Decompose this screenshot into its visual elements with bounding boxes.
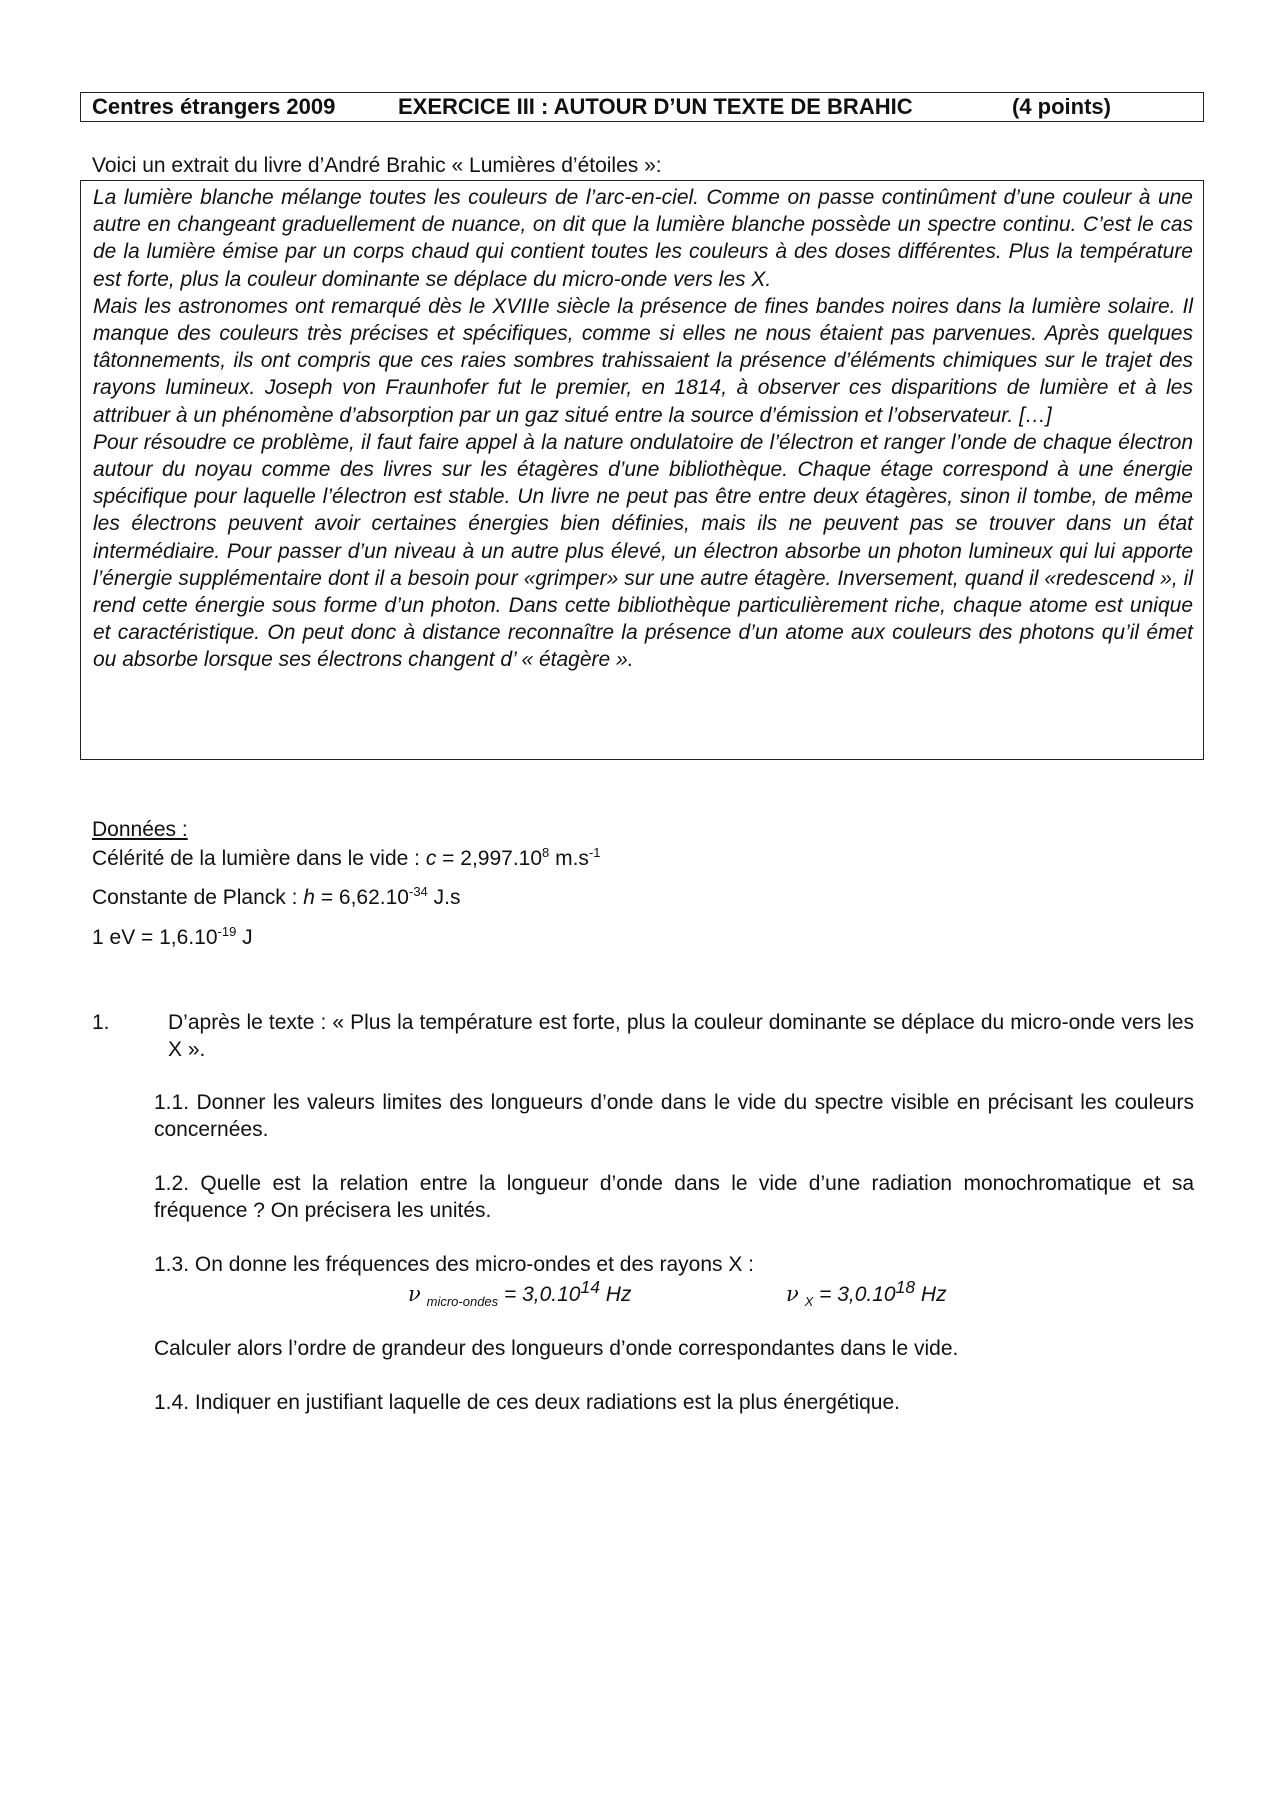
question-number: 1. <box>92 1011 110 1034</box>
question-1-2: 1.2. Quelle est la relation entre la longueur d’onde dans le vide d’une radiation monochromatique et sa fréquence ? On précisera les unités. <box>154 1172 1194 1222</box>
frequency-xrays: ν $_X = 3,0.10^{18}$ Hz <box>786 1277 947 1310</box>
header-session: Centres étrangers 2009 <box>92 94 336 119</box>
header-exercise-title: EXERCICE III : AUTOUR D’UN TEXTE DE BRAHIC <box>398 94 913 119</box>
data-electronvolt: 1 eV = $1,6.10^{-19}$ J <box>92 924 253 949</box>
question-1: D’après le texte : « Plus la température est forte, plus la couleur dominante se déplace du micro-onde vers les X ». <box>168 1011 1194 1061</box>
question-1-1: 1.1. Donner les valeurs limites des longueurs d’onde dans le vide du spectre visible en précisant les couleurs concernées. <box>154 1091 1194 1141</box>
exercise-header <box>80 92 1204 122</box>
data-section-title: Données : <box>92 818 188 841</box>
intro-text: Voici un extrait du livre d’André Brahic « Lumières d’étoiles »: <box>92 154 662 177</box>
header-points: (4 points) <box>1012 94 1111 119</box>
data-light-speed: Célérité de la lumière dans le vide : $c = 2,997.10^8$ $m.s^{-1}$ <box>92 845 601 870</box>
question-1-3-task: Calculer alors l’ordre de grandeur des longueurs d’onde correspondantes dans le vide. <box>154 1337 959 1360</box>
quote-paragraph: Mais les astronomes ont remarqué dès le XVIIIe siècle la présence de fines bandes noires dans la lumière solaire. Il manque des couleurs très précises et spécifiques, comme si elles ne nous étaient pas parvenues. Après quelques tâtonnements, ils ont compris que ces raies sombres trahissaient la présence d’éléments chimiques sur le trajet des rayons lumineux. Joseph von Fraunhofer fut le premier, en 1814, à observer ces disparitions de lumière et à les attribuer à un phénomène d’absorption par un gaz situé entre la source d’émission et l’observateur. […] <box>93 294 1193 427</box>
question-1-4: 1.4. Indiquer en justifiant laquelle de ces deux radiations est la plus énergétique. <box>154 1391 900 1414</box>
question-1-3: 1.3. On donne les fréquences des micro-ondes et des rayons X : <box>154 1253 755 1276</box>
data-planck-constant: Constante de Planck : $h = 6,62.10^{-34}$ J.s <box>92 884 461 909</box>
quote-paragraph: La lumière blanche mélange toutes les couleurs de l’arc-en-ciel. Comme on passe continûment d’une couleur à une autre en changeant graduellement de nuance, on dit que la lumière blanche possède un spectre continu. C’est le cas de la lumière émise par un corps chaud qui contient toutes les couleurs à des doses différentes. Plus la température est forte, plus la couleur dominante se déplace du micro-onde vers les X. <box>93 186 1193 291</box>
frequency-microwaves: ν $_{micro-ondes} = 3,0.10^{14}$ Hz <box>408 1277 632 1310</box>
quote-paragraph: Pour résoudre ce problème, il faut faire appel à la nature ondulatoire de l’électron et ranger l’onde de chaque électron autour du noyau comme des livres sur les étagères d’une bibliothèque. Chaque étage correspond à une énergie spécifique pour laquelle l’électron est stable. Un livre ne peut pas être entre deux étagères, sinon il tombe, de même les électrons peuvent avoir certaines énergies bien définies, mais ils ne peuvent pas se trouver dans un état intermédiaire. Pour passer d’un niveau à un autre plus élevé, un électron absorbe un photon lumineux qui lui apporte l’énergie supplémentaire dont il a besoin pour «grimper» sur une autre étagère. Inversement, quand il «redescend », il rend cette énergie sous forme d’un photon. Dans cette bibliothèque particulièrement riche, chaque atome est unique et caractéristique. On peut donc à distance reconnaître la présence d’un atome aux couleurs des photons qu’il émet ou absorbe lorsque ses électrons changent d’ « étagère ». <box>93 430 1193 672</box>
quote-box <box>80 180 1204 760</box>
